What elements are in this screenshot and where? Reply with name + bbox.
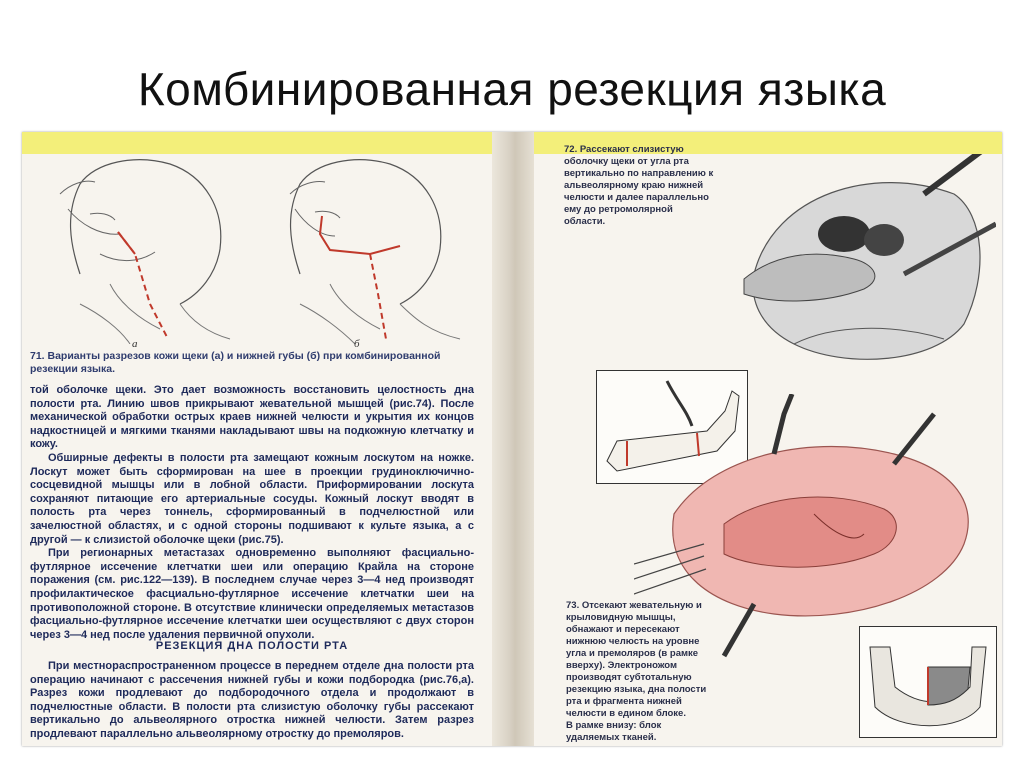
caption-73-inset-text: В рамке внизу: блок удаляемых тканей. — [566, 720, 662, 743]
left-body-text — [30, 384, 474, 642]
slide-title: Комбинированная резекция языка — [137, 63, 887, 115]
right-page — [534, 132, 1002, 746]
tissue-block-illustration — [860, 627, 996, 737]
figure-72-surgical-illustration — [734, 154, 996, 374]
figure-label-b: б — [354, 338, 360, 350]
caption-73-text: 73. Отсекают жевательную и крыловидную мышцы, обнажают и пересекают нижнюю челюсть на уровне угла и премоляров (в рамке вверху). Электроножом производят субтотальную резекцию языка, дна полости рта и фрагмента нижней челюсти в едином блоке. — [566, 600, 707, 719]
left-page — [22, 132, 492, 746]
figure-71-caption: 71. Варианты разрезов кожи щеки (а) и нижней губы (б) при комбинированной резекции языка. — [30, 350, 441, 375]
paragraph-2: Обширные дефекты в полости рта замещают кожным лоскутом на ножке. Лоскут может быть сформирован на шее в проекции грудиноключично-сосцевидной мышцы или в лобной области. Приформировании лоскута сохраняют питающие его артериальные сосуды. Кожный лоскут вводят в полость рта через тоннель, сформированный в подчелюстной или зачелюстной областях, и с одной стороны подшивают к культе языка, а с другой — к слизистой оболочке щеки (рис.75). — [30, 451, 474, 546]
inset-tissue-block-box — [859, 626, 997, 738]
figure-71b-head-illustration — [260, 154, 480, 344]
figure-72-caption — [564, 144, 714, 228]
book-spread — [22, 132, 1002, 746]
figure-71a-head-illustration — [40, 154, 250, 344]
paragraph-3: При регионарных метастазах одновременно выполняют фасциально-футлярное иссечение клетчатки шеи или операцию Крайла на стороне поражения (см. рис.122—139). В последнем случае через 3—4 нед производят профилактическое фасциально-футлярное иссечение клетчатки шеи на противоположной стороне. В отсутствие клинически определяемых метастазов фасциально-футлярное иссечение клетчатки шеи осуществляют с двух сторон через 3—4 нед после удаления первичной опухоли. — [30, 547, 474, 641]
section-body-text — [30, 660, 474, 742]
paragraph-1: той оболочке щеки. Это дает возможность восстановить целостность дна полости рта. Линию швов прикрывают жевательной мышцей (рис.74). После механической обработки острых краев нижней челюсти и укрытия их концов надкостницей и мягкими тканями накладывают швы на подкожную клетчатку и кожу. — [30, 384, 474, 451]
caption-72-text: 72. Рассекают слизистую оболочку щеки от угла рта вертикально по направлению к альвеолярному краю нижней челюсти и далее параллельно ему до ретромолярной области. — [564, 144, 714, 227]
figure-label-a: а — [132, 338, 138, 350]
section-heading: РЕЗЕКЦИЯ ДНА ПОЛОСТИ РТА — [155, 640, 349, 652]
book-gutter — [492, 132, 534, 746]
figure-73-caption — [566, 600, 716, 744]
section-paragraph: При местнораспространенном процессе в переднем отделе дна полости рта операцию начинают с рассечения нижней губы и кожи подбородка (рис.76,а). Разрез кожи продлевают до подбородочного отдела и продолжают в подчелюстные области. В полости рта слизистую оболочку губы рассекают вертикально до альвеолярного отростка нижней челюсти. Затем разрез продлевают параллельно альвеолярному отростку до премоляров. — [30, 660, 474, 740]
